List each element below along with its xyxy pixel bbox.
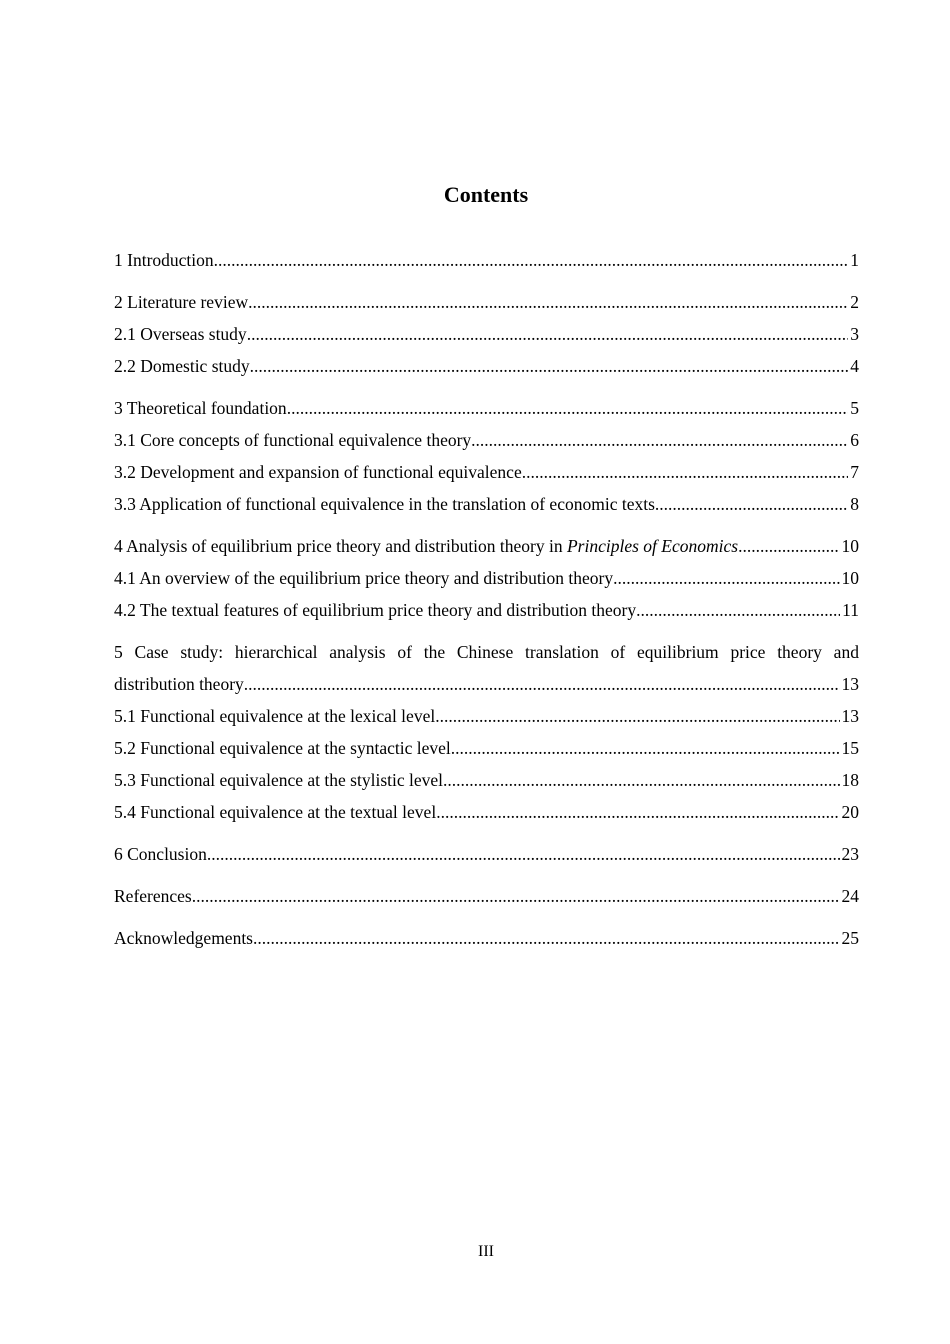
toc-entry-label: 2.1 Overseas study	[114, 324, 247, 344]
toc-entry-overseas-study[interactable]	[114, 318, 859, 350]
dot-leader	[207, 838, 840, 870]
label-word: study:	[180, 642, 224, 662]
dot-leader	[738, 530, 839, 562]
dot-leader	[613, 562, 839, 594]
dot-leader	[248, 286, 848, 318]
toc-entry-label: 3.1 Core concepts of functional equivalence theory	[114, 430, 472, 450]
toc-entry-label-line2	[114, 668, 859, 700]
footer-page-number: III	[478, 1243, 494, 1260]
toc-entry-label: 5.4 Functional equivalence at the textual level	[114, 802, 437, 822]
toc-entry-theoretical-foundation[interactable]	[114, 392, 859, 424]
toc-entry-page: 8	[850, 494, 859, 514]
toc-entry-analysis[interactable]	[114, 530, 859, 562]
toc-entry-label	[114, 530, 738, 562]
dot-leader	[253, 922, 840, 954]
toc-entry-label: 5.3 Functional equivalence at the stylistic level	[114, 770, 444, 790]
toc-entry-page: 5	[850, 398, 859, 418]
label-word: Case	[134, 642, 169, 662]
toc-entry-core-concepts[interactable]	[114, 424, 859, 456]
label-word: of	[397, 642, 412, 662]
label-word: Chinese	[456, 642, 514, 662]
toc-entry-page: 15	[841, 738, 859, 758]
toc-entry-page: 4	[850, 356, 859, 376]
toc-entry-syntactic-level[interactable]	[114, 732, 859, 764]
toc-entry-page: 10	[841, 568, 859, 588]
toc-entry-label: 2 Literature review	[114, 292, 249, 312]
toc-entry-label: 5.1 Functional equivalence at the lexical level	[114, 706, 436, 726]
label-word: translation	[525, 642, 599, 662]
toc-entry-application[interactable]	[114, 488, 859, 520]
label-word: equilibrium	[637, 642, 719, 662]
toc-entry-label: 3.3 Application of functional equivalence in the translation of economic texts	[114, 494, 655, 514]
table-of-contents	[114, 244, 859, 954]
label-word: price	[730, 642, 766, 662]
dot-leader	[247, 318, 849, 350]
toc-entry-label: 4.2 The textual features of equilibrium price theory and distribution theory	[114, 600, 637, 620]
toc-entry-label: Acknowledgements	[114, 928, 253, 948]
label-word: theory	[777, 642, 822, 662]
toc-entry-label: 2.2 Domestic study	[114, 356, 250, 376]
toc-entry-case-study[interactable]	[114, 636, 859, 700]
dot-leader	[443, 764, 839, 796]
toc-entry-page: 23	[841, 844, 859, 864]
toc-entry-label: distribution theory	[114, 674, 244, 694]
label-word: hierarchical	[234, 642, 318, 662]
dot-leader	[435, 700, 839, 732]
toc-entry-label-text: 4 Analysis of equilibrium price theory and distribution theory in	[114, 536, 567, 556]
toc-entry-page: 24	[841, 886, 859, 906]
toc-entry-literature-review[interactable]	[114, 286, 859, 318]
toc-entry-page: 13	[841, 706, 859, 726]
toc-entry-label: 6 Conclusion	[114, 844, 207, 864]
toc-entry-page: 6	[850, 430, 859, 450]
toc-entry-page: 20	[841, 802, 859, 822]
toc-entry-label-line1	[114, 636, 859, 668]
toc-entry-stylistic-level[interactable]	[114, 764, 859, 796]
toc-entry-textual-level[interactable]	[114, 796, 859, 828]
toc-entry-label: 4.1 An overview of the equilibrium price theory and distribution theory	[114, 568, 614, 588]
dot-leader	[287, 392, 849, 424]
dot-leader	[636, 594, 840, 626]
toc-entry-textual-features[interactable]	[114, 594, 859, 626]
toc-entry-domestic-study[interactable]	[114, 350, 859, 382]
label-word: the	[423, 642, 446, 662]
dot-leader	[471, 424, 848, 456]
toc-entry-label: 1 Introduction	[114, 250, 214, 270]
book-title: Principles of Economics	[566, 536, 739, 556]
toc-entry-introduction[interactable]	[114, 244, 859, 276]
dot-leader	[214, 244, 849, 276]
toc-entry-page: 25	[841, 928, 859, 948]
toc-entry-label: 3 Theoretical foundation	[114, 398, 287, 418]
toc-entry-page: 10	[841, 536, 859, 556]
toc-entry-label: References	[114, 886, 192, 906]
dot-leader	[192, 880, 840, 912]
dot-leader	[522, 456, 849, 488]
toc-entry-conclusion[interactable]	[114, 838, 859, 870]
label-word: of	[610, 642, 626, 662]
toc-entry-acknowledgements[interactable]	[114, 922, 859, 954]
toc-entry-label: 3.2 Development and expansion of functional equivalence	[114, 462, 522, 482]
toc-entry-page: 3	[850, 324, 859, 344]
toc-entry-page: 13	[841, 674, 859, 694]
label-word: analysis	[329, 642, 386, 662]
dot-leader	[655, 488, 848, 520]
toc-entry-lexical-level[interactable]	[114, 700, 859, 732]
label-word: and	[833, 642, 859, 662]
dot-leader	[250, 350, 849, 382]
toc-entry-references[interactable]	[114, 880, 859, 912]
toc-entry-page: 11	[842, 600, 859, 620]
toc-entry-development[interactable]	[114, 456, 859, 488]
dot-leader	[244, 668, 840, 700]
toc-entry-page: 2	[850, 292, 859, 312]
dot-leader	[436, 796, 839, 828]
toc-entry-overview[interactable]	[114, 562, 859, 594]
toc-entry-page: 7	[850, 462, 859, 482]
page-title: Contents	[443, 182, 529, 207]
toc-entry-page: 1	[850, 250, 859, 270]
label-word: 5	[114, 642, 123, 662]
toc-entry-label: 5.2 Functional equivalence at the syntactic level	[114, 738, 451, 758]
toc-entry-page: 18	[841, 770, 859, 790]
dot-leader	[451, 732, 840, 764]
